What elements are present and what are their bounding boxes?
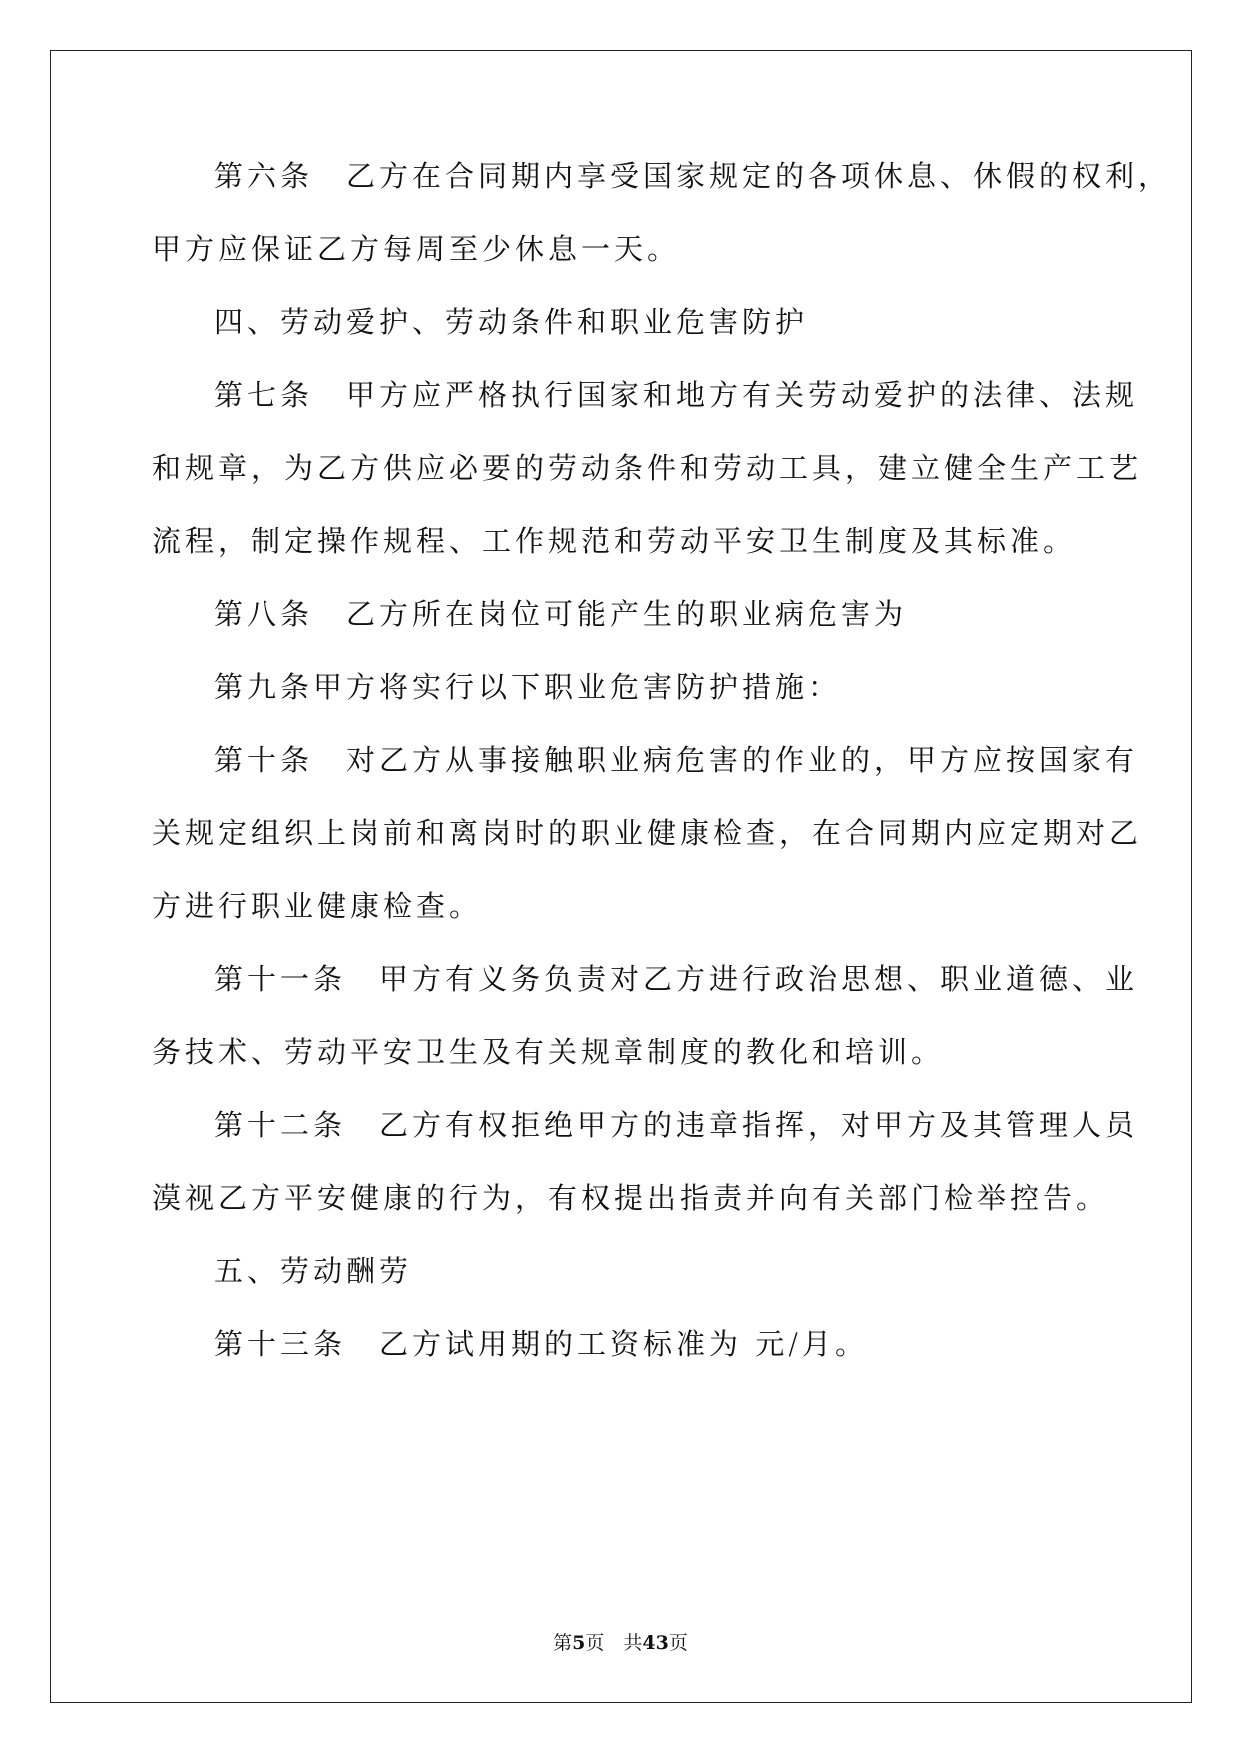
footer-total-suffix: 页 — [668, 1632, 688, 1654]
page-border — [50, 50, 1192, 1703]
paragraph-line: 第十条 对乙方从事接触职业病危害的作业的，甲方应按国家有 — [214, 743, 1139, 777]
paragraph-line: 务技术、劳动平安卫生及有关规章制度的教化和培训。 — [152, 1035, 945, 1069]
paragraph-line: 流程，制定操作规程、工作规范和劳动平安卫生制度及其标准。 — [152, 524, 1077, 558]
paragraph-line: 甲方应保证乙方每周至少休息一天。 — [152, 232, 681, 266]
paragraph-line: 第十三条 乙方试用期的工资标准为 元/月。 — [214, 1327, 868, 1361]
footer-page-number: 5 — [572, 1632, 586, 1654]
paragraph-line: 方进行职业健康检查。 — [152, 889, 483, 923]
paragraph-line: 第七条 甲方应严格执行国家和地方有关劳动爱护的法律、法规 — [214, 378, 1139, 412]
paragraph-line: 第十二条 乙方有权拒绝甲方的违章指挥，对甲方及其管理人员 — [214, 1108, 1139, 1142]
paragraph-line: 漠视乙方平安健康的行为，有权提出指责并向有关部门检举控告。 — [152, 1181, 1110, 1215]
footer-total-pages: 43 — [642, 1632, 669, 1654]
page-footer — [0, 1628, 1241, 1655]
paragraph-line: 五、劳动酬劳 — [214, 1254, 413, 1288]
paragraph-line: 和规章，为乙方供应必要的劳动条件和劳动工具，建立健全生产工艺 — [152, 451, 1143, 485]
paragraph-line: 第六条 乙方在合同期内享受国家规定的各项休息、休假的权利， — [214, 159, 1172, 193]
footer-prefix: 第 — [553, 1632, 573, 1654]
footer-page-suffix: 页 共 — [585, 1632, 643, 1654]
paragraph-line: 关规定组织上岗前和离岗时的职业健康检查，在合同期内应定期对乙 — [152, 816, 1143, 850]
paragraph-line: 第八条 乙方所在岗位可能产生的职业病危害为 — [214, 597, 908, 631]
paragraph-line: 四、劳动爱护、劳动条件和职业危害防护 — [214, 305, 809, 339]
paragraph-line: 第九条甲方将实行以下职业危害防护措施： — [214, 670, 842, 704]
paragraph-line: 第十一条 甲方有义务负责对乙方进行政治思想、职业道德、业 — [214, 962, 1139, 996]
